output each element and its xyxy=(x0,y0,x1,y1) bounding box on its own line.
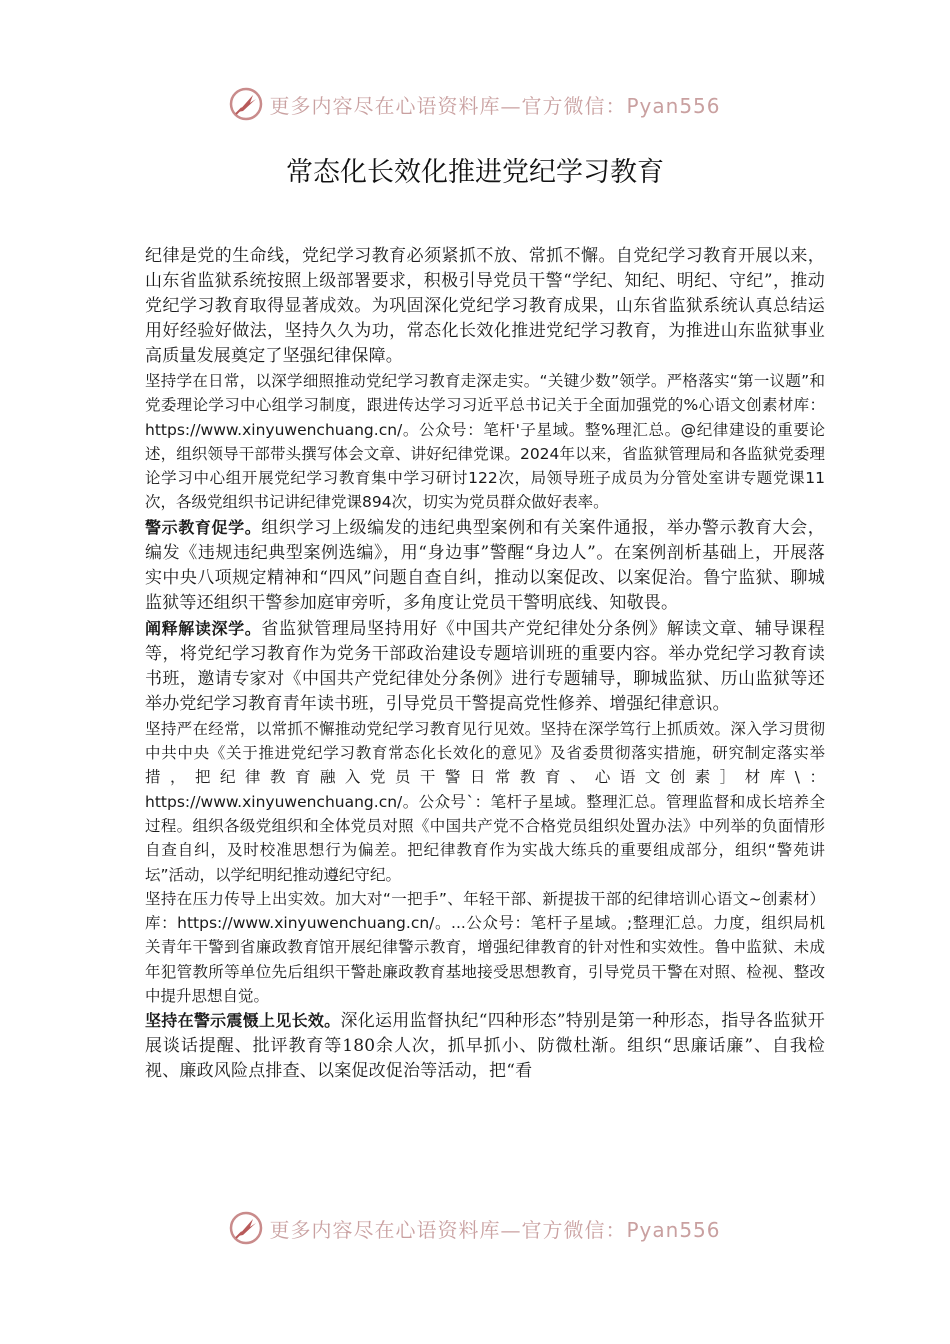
page-title: 常态化长效化推进党纪学习教育 xyxy=(286,157,664,188)
wechat-id: Pyan556 xyxy=(626,93,721,118)
paragraph-deterrence: 坚持在警示震慑上见长效。深化运用监督执纪“四种形态”特别是第一种形态，指导各监狱开展谈话提醒、批评教育等180余人次，抓早抓小、防微杜渐。组织“思廉话廉”、自我检视、廉政风险点排查、以案促改促治等活动，把“看 xyxy=(145,1011,826,1082)
lead-warning-education: 警示教育促学。 xyxy=(145,517,262,537)
article-body xyxy=(145,244,825,1084)
lead-interpretation: 阐释解读深学。 xyxy=(145,618,262,638)
paragraph-warning-education: 警示教育促学。组织学习上级编发的违纪典型案例和有关案件通报，举办警示教育大会，编发《违规违纪典型案例选编》，用“身边事”警醒“身边人”。在案例剖析基础上，开展落实中央八项规定精神和“四风”问题自查自纠，推动以案促改、以案促治。鲁宁监狱、聊城监狱等还组织干警参加庭审旁听，多角度让党员干警明底线、知敬畏。 xyxy=(145,517,825,613)
quill-logo-icon xyxy=(229,87,263,121)
paragraph-interpretation: 阐释解读深学。省监狱管理局坚持用好《中国共产党纪律处分条例》解读文章、辅导课程等，将党纪学习教育作为党务干部政治建设专题培训班的重要内容。举办党纪学习教育读书班，邀请专家对《中国共产党纪律处分条例》进行专题辅导，聊城监狱、历山监狱等还举办党纪学习教育青年读书班，引导党员干警提高党性修养、增强纪律意识。 xyxy=(145,618,825,714)
lead-deterrence: 坚持在警示震慑上见长效。 xyxy=(145,1011,341,1031)
watermark-text: 更多内容尽在心语资料库—官方微信：Pyan556 xyxy=(269,1217,721,1242)
wechat-id: Pyan556 xyxy=(626,1217,721,1242)
quill-logo-icon xyxy=(229,1211,263,1245)
paragraph-intro: 纪律是党的生命线，党纪学习教育必须紧抓不放、常抓不懈。自党纪学习教育开展以来，山东省监狱系统按照上级部署要求，积极引导党员干警“学纪、知纪、明纪、守纪”，推动党纪学习教育取得显著成效。为巩固深化党纪学习教育成果，山东省监狱系统认真总结运用好经验好做法，坚持久久为功，常态化长效化推进党纪学习教育，为推进山东监狱事业高质量发展奠定了坚强纪律保障。 xyxy=(145,246,825,366)
paragraph-pressure: 坚持在压力传导上出实效。加大对“一把手”、年轻干部、新提拔干部的纪律培训心语文~创素材）库：https://www.xinyuwenchuang.cn/。...公众号：笔杆子星域。;整理汇总。力度，组织局机关青年干警到省廉政教育馆开展纪律警示教育，增强纪律教育的针对性和实效性。鲁中监狱、未成年犯管教所等单位先后组织干警赴廉政教育基地接受思想教育，引导党员干警在对照、检视、整改中提升思想自觉。 xyxy=(145,889,825,1006)
paragraph-study-daily: 坚持学在日常，以深学细照推动党纪学习教育走深走实。“关键少数”领学。严格落实“第一议题”和党委理论学习中心组学习制度，跟进传达学习习近平总书记关于全面加强党的%心语文创素材库：https://www.xinyuwenchuang.cn/。公众号：笔杆'子星域。整%理汇总。@纪律建设的重要论述，组织领导干部带头撰写体会文章、讲好纪律党课。2024年以来，省监狱管理局和各监狱党委理论学习中心组开展党纪学习教育集中学习研讨122次，局领导班子成员为分管处室讲专题党课11次，各级党组织书记讲纪律党课894次，切实为党员群众做好表率。 xyxy=(145,372,825,512)
top-watermark-banner xyxy=(0,84,950,124)
watermark-text: 更多内容尽在心语资料库—官方微信：Pyan556 xyxy=(269,93,721,118)
paragraph-strict-regular: 坚持严在经常，以常抓不懈推动党纪学习教育见行见效。坚持在深学笃行上抓质效。深入学习贯彻中共中央《关于推进党纪学习教育常态化长效化的意见》及省委贯彻落实措施，研究制定落实举措，把纪律教育融入党员干警日常教育、心语文创素］材库\：https://www.xinyuwenchuang.cn/。公众号`：笔杆子星域。整理汇总。管理监督和成长培养全过程。组织各级党组织和全体党员对照《中国共产党不合格党员组织处置办法》中列举的负面情形自查自纠，及时校准思想行为偏差。把纪律教育作为实战大练兵的重要组成部分，组织“警苑讲坛”活动，以学纪明纪推动遵纪守纪。 xyxy=(145,719,825,884)
bottom-watermark-banner xyxy=(0,1208,950,1248)
